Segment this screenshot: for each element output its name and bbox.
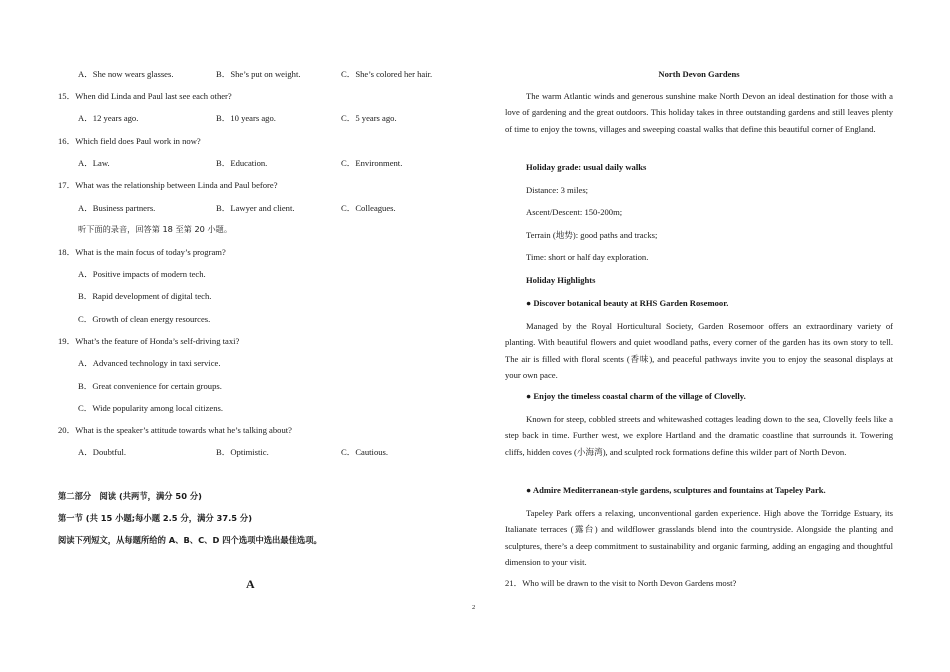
q18-option-c: C．Growth of clean energy resources. bbox=[78, 314, 211, 324]
q20-option-c: C．Cautious. bbox=[341, 447, 389, 457]
detail-distance: Distance: 3 miles; bbox=[526, 185, 589, 195]
detail-terrain: Terrain (地势): good paths and tracks; bbox=[526, 230, 658, 240]
highlight-3-heading: ● Admire Mediterranean-style gardens, sculptures and fountains at Tapeley Park. bbox=[526, 485, 826, 495]
section1-heading: 第一节 (共 15 小题;每小题 2.5 分，满分 37.5 分) bbox=[58, 513, 252, 523]
passage-letter: A bbox=[246, 577, 255, 591]
passage-title: North Devon Gardens bbox=[658, 69, 740, 79]
highlight-1-heading: ● Discover botanical beauty at RHS Garden Rosemoor. bbox=[526, 298, 729, 308]
instruction-18-20: 听下面的录音，回答第 18 至第 20 小题。 bbox=[78, 224, 233, 234]
q15-option-c: C．5 years ago. bbox=[341, 113, 397, 123]
q19-option-a: A．Advanced technology in taxi service. bbox=[78, 358, 221, 368]
highlight-3-text: Tapeley Park offers a relaxing, unconventional garden experience. High above the Torridge Estuary, its Italianate terraces (露台) and wildflower grasslands blend into the countryside. Alongside the planting and sculptures, there’s a deep commitment to sustainability and organic farming, adding an engaging and thoughtful dimension to your visit. bbox=[505, 508, 893, 567]
q20-option-b: B．Optimistic. bbox=[216, 447, 269, 457]
section1-instruction: 阅读下列短文，从每题所给的 A、B、C、D 四个选项中选出最佳选项。 bbox=[58, 535, 322, 545]
q19-option-b: B．Great convenience for certain groups. bbox=[78, 381, 222, 391]
q16-stem: 16．Which field does Paul work in now? bbox=[58, 136, 201, 146]
q16-option-c: C．Environment. bbox=[341, 158, 403, 168]
q14-option-b: B．She’s put on weight. bbox=[216, 69, 301, 79]
q15-option-a: A．12 years ago. bbox=[78, 113, 139, 123]
q21-stem: 21．Who will be drawn to the visit to North Devon Gardens most? bbox=[505, 578, 737, 588]
highlights-heading: Holiday Highlights bbox=[526, 275, 596, 285]
page-number: 2 bbox=[472, 604, 476, 611]
q15-stem: 15．When did Linda and Paul last see each other? bbox=[58, 91, 232, 101]
highlight-2-heading: ● Enjoy the timeless coastal charm of the village of Clovelly. bbox=[526, 391, 746, 401]
detail-ascent: Ascent/Descent: 150-200m; bbox=[526, 207, 623, 217]
q16-option-a: A．Law. bbox=[78, 158, 110, 168]
highlight-1-text: Managed by the Royal Horticultural Society, Garden Rosemoor offers an extraordinary variety of planting. With beautiful flowers and quiet woodland paths, every corner of the garden has its own story to tell. The air is filled with floral scents (香味), and peaceful pathways invite you to enjoy the seasonal displays at your own pace. bbox=[505, 321, 893, 380]
holiday-grade: Holiday grade: usual daily walks bbox=[526, 162, 647, 172]
q18-option-b: B．Rapid development of digital tech. bbox=[78, 291, 212, 301]
q14-option-a: A．She now wears glasses. bbox=[78, 69, 174, 79]
q18-option-a: A．Positive impacts of modern tech. bbox=[78, 269, 206, 279]
highlight-2-text: Known for steep, cobbled streets and whitewashed cottages leading down to the sea, Clovelly feels like a step back in time. Further west, we explore Hartland and the dramatic coastline that surrounds it. Towering cliffs, hidden coves (小海湾), and sculpted rock formations define this wilder part of North Devon. bbox=[505, 414, 893, 457]
part2-heading: 第二部分 阅读 (共两节，满分 50 分) bbox=[58, 491, 202, 501]
intro-paragraph: The warm Atlantic winds and generous sunshine make North Devon an ideal destination for those with a love of gardening and the great outdoors. This holiday takes in three outstanding gardens and still leaves plenty of time to enjoy the towns, villages and sweeping coastal walks that define this beautiful corner of England. bbox=[505, 91, 893, 134]
q19-option-c: C．Wide popularity among local citizens. bbox=[78, 403, 223, 413]
q17-option-b: B．Lawyer and client. bbox=[216, 203, 295, 213]
q15-option-b: B．10 years ago. bbox=[216, 113, 276, 123]
q14-option-c: C．She’s colored her hair. bbox=[341, 69, 433, 79]
detail-time: Time: short or half day exploration. bbox=[526, 252, 649, 262]
q18-stem: 18．What is the main focus of today’s program? bbox=[58, 247, 226, 257]
q19-stem: 19．What’s the feature of Honda’s self-driving taxi? bbox=[58, 336, 240, 346]
q17-option-a: A．Business partners. bbox=[78, 203, 156, 213]
q17-option-c: C．Colleagues. bbox=[341, 203, 396, 213]
q20-stem: 20．What is the speaker’s attitude towards what he’s talking about? bbox=[58, 425, 292, 435]
q20-option-a: A．Doubtful. bbox=[78, 447, 126, 457]
q17-stem: 17．What was the relationship between Linda and Paul before? bbox=[58, 180, 278, 190]
q16-option-b: B．Education. bbox=[216, 158, 268, 168]
